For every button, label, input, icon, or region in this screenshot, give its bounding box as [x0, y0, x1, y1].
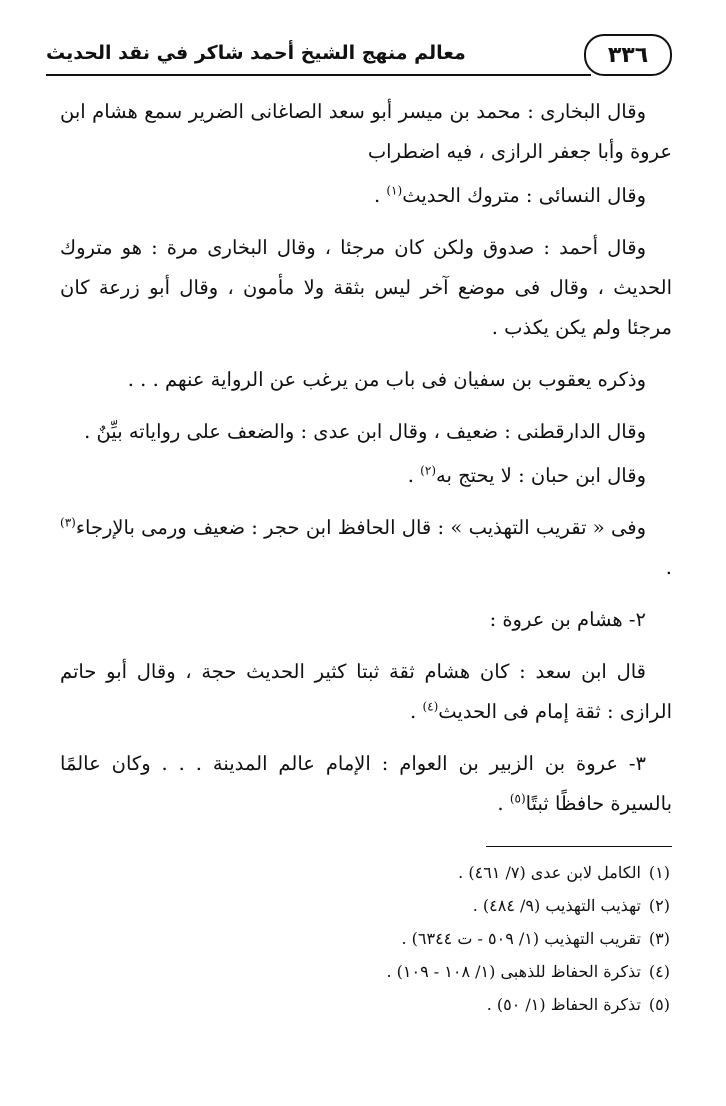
- paragraph-daraqutni: وقال الدارقطنى : ضعيف ، وقال ابن عدى : والضعف على رواياته بيِّنٌ .: [84, 420, 646, 443]
- paragraph-end: .: [665, 556, 672, 579]
- paragraph-nasai: [60, 176, 672, 216]
- footnote-number: (٢): [648, 896, 670, 915]
- footnote-text: الكامل لابن عدى (٧/ ٤٦١) .: [458, 863, 641, 882]
- paragraph-ibn-saad: [60, 652, 672, 732]
- paragraph-taqrib: [60, 508, 672, 588]
- paragraph-text: ٣- عروة بن الزبير بن العوام : الإمام عالم المدينة . . . وكان عالمًا بالسيرة حافظًا ثبتًا: [60, 752, 672, 815]
- footnote-number: (٣): [648, 929, 670, 948]
- main-text: [60, 92, 672, 836]
- footnote-item: [70, 955, 670, 988]
- paragraph-text: قال ابن سعد : كان هشام ثقة ثبتا كثير الحديث حجة ، وقال أبو حاتم الرازى : ثقة إمام فى الحديث: [60, 660, 672, 723]
- paragraph-ahmad: وقال أحمد : صدوق ولكن كان مرجئا ، وقال البخارى مرة : هو متروك الحديث ، وقال فى موضع آخر ليس بثقة ولا مأمون ، وقال أبو زرعة كان مرجئا ولم يكن يكذب .: [60, 236, 672, 339]
- footnote-item: [70, 856, 670, 889]
- paragraph-ibn-hibban: [60, 456, 672, 496]
- footnote-number: (٤): [648, 962, 670, 981]
- paragraph-text: وقال ابن حبان : لا يحتج به: [436, 464, 646, 487]
- page-header: [46, 34, 672, 78]
- running-title: معالم منهج الشيخ أحمد شاكر في نقد الحديث: [46, 42, 466, 64]
- paragraph-end: .: [407, 464, 421, 487]
- paragraph-urwa: [60, 744, 672, 824]
- footnote-text: تذكرة الحفاظ للذهبى (١/ ١٠٨ - ١٠٩) .: [386, 962, 641, 981]
- paragraph-yaqub: وذكره يعقوب بن سفيان فى باب من يرغب عن الرواية عنهم . . .: [127, 368, 646, 391]
- footnote-ref-5[interactable]: (٥): [509, 791, 526, 806]
- paragraph-end: .: [497, 792, 510, 815]
- paragraph-text: وقال النسائى : متروك الحديث: [402, 184, 646, 207]
- footnote-ref-2[interactable]: (٢): [420, 463, 436, 478]
- footnote-text: تقريب التهذيب (١/ ٥٠٩ - ت ٦٣٤٤) .: [401, 929, 641, 948]
- header-rule: [46, 74, 591, 76]
- section-heading-hisham: ٢- هشام بن عروة :: [489, 608, 646, 631]
- paragraph-end: .: [410, 700, 423, 723]
- footnote-item: [70, 889, 670, 922]
- footnote-ref-4[interactable]: (٤): [422, 699, 439, 714]
- paragraph-bukhari: وقال البخارى : محمد بن ميسر أبو سعد الصاغانى الضرير سمع هشام ابن عروة وأبا جعفر الرازى ، فيه اضطراب: [60, 100, 672, 163]
- footnote-ref-1[interactable]: (١): [386, 183, 403, 198]
- footnote-ref-3[interactable]: (٣): [60, 515, 76, 530]
- footnote-text: تهذيب التهذيب (٩/ ٤٨٤) .: [472, 896, 641, 915]
- footnotes: [70, 856, 670, 1021]
- page-number: ٣٣٦: [584, 34, 672, 76]
- footnote-item: [70, 922, 670, 955]
- footnote-item: [70, 988, 670, 1021]
- footnote-text: تذكرة الحفاظ (١/ ٥٠) .: [486, 995, 641, 1014]
- footnote-number: (٥): [648, 995, 670, 1014]
- paragraph-text: وفى « تقريب التهذيب » : قال الحافظ ابن حجر : ضعيف ورمى بالإرجاء: [75, 516, 646, 539]
- footnote-separator: [486, 846, 672, 847]
- footnote-number: (١): [648, 863, 670, 882]
- paragraph-end: .: [373, 184, 387, 207]
